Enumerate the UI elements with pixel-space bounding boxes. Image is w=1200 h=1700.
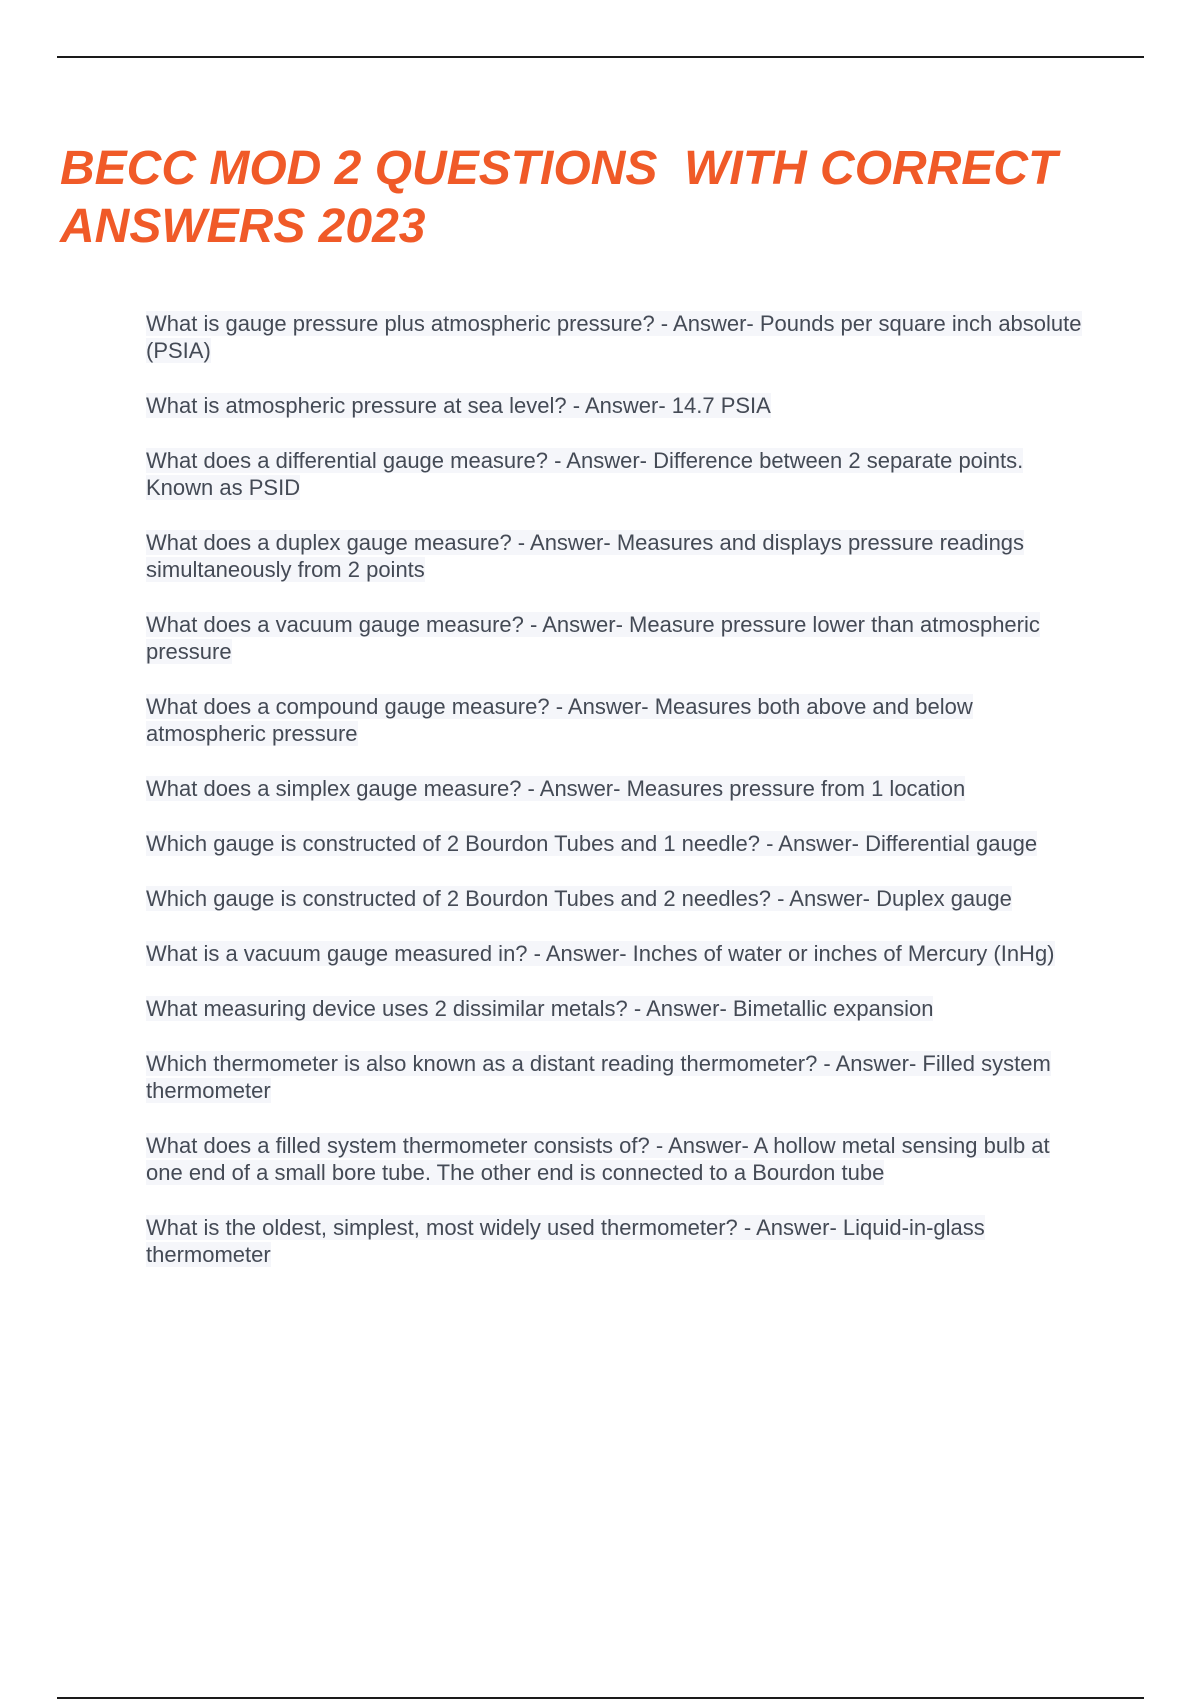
qa-item xyxy=(146,447,1086,501)
qa-text: Which gauge is constructed of 2 Bourdon Tubes and 1 needle? - Answer- Differential gauge xyxy=(146,831,1038,856)
qa-text: What does a compound gauge measure? - Answer- Measures both above and below atmospheric pressure xyxy=(146,694,973,746)
qa-text: What does a simplex gauge measure? - Answer- Measures pressure from 1 location xyxy=(146,776,966,801)
qa-text: What is a vacuum gauge measured in? - Answer- Inches of water or inches of Mercury (InHg) xyxy=(146,941,1055,966)
qa-item xyxy=(146,392,1086,419)
qa-text: What does a filled system thermometer consists of? - Answer- A hollow metal sensing bulb at one end of a small bore tube. The other end is connected to a Bourdon tube xyxy=(146,1133,1050,1185)
qa-item xyxy=(146,830,1086,857)
qa-text: What is the oldest, simplest, most widely used thermometer? - Answer- Liquid-in-glass thermometer xyxy=(146,1215,985,1267)
qa-item xyxy=(146,940,1086,967)
qa-item xyxy=(146,529,1086,583)
document-title: BECC MOD 2 QUESTIONS WITH CORRECT ANSWERS 2023 xyxy=(60,142,1069,253)
qa-item xyxy=(146,310,1086,364)
qa-item xyxy=(146,1132,1086,1186)
qa-text: Which gauge is constructed of 2 Bourdon Tubes and 2 needles? - Answer- Duplex gauge xyxy=(146,886,1012,911)
qa-text: Which thermometer is also known as a distant reading thermometer? - Answer- Filled system thermometer xyxy=(146,1051,1051,1103)
bottom-rule xyxy=(57,1697,1144,1699)
qa-text: What does a duplex gauge measure? - Answer- Measures and displays pressure readings simultaneously from 2 points xyxy=(146,530,1025,582)
qa-text: What does a differential gauge measure? - Answer- Difference between 2 separate points. Known as PSID xyxy=(146,448,1024,500)
qa-item xyxy=(146,995,1086,1022)
qa-item xyxy=(146,1050,1086,1104)
qa-item xyxy=(146,611,1086,665)
top-rule xyxy=(57,56,1144,58)
qa-text: What measuring device uses 2 dissimilar metals? - Answer- Bimetallic expansion xyxy=(146,996,934,1021)
qa-item xyxy=(146,1214,1086,1268)
qa-item xyxy=(146,693,1086,747)
qa-item xyxy=(146,775,1086,802)
qa-text: What is gauge pressure plus atmospheric pressure? - Answer- Pounds per square inch absolute (PSIA) xyxy=(146,311,1082,363)
qa-list xyxy=(146,310,1086,1296)
qa-text: What is atmospheric pressure at sea level? - Answer- 14.7 PSIA xyxy=(146,393,771,418)
qa-item xyxy=(146,885,1086,912)
qa-text: What does a vacuum gauge measure? - Answer- Measure pressure lower than atmospheric pressure xyxy=(146,612,1040,664)
